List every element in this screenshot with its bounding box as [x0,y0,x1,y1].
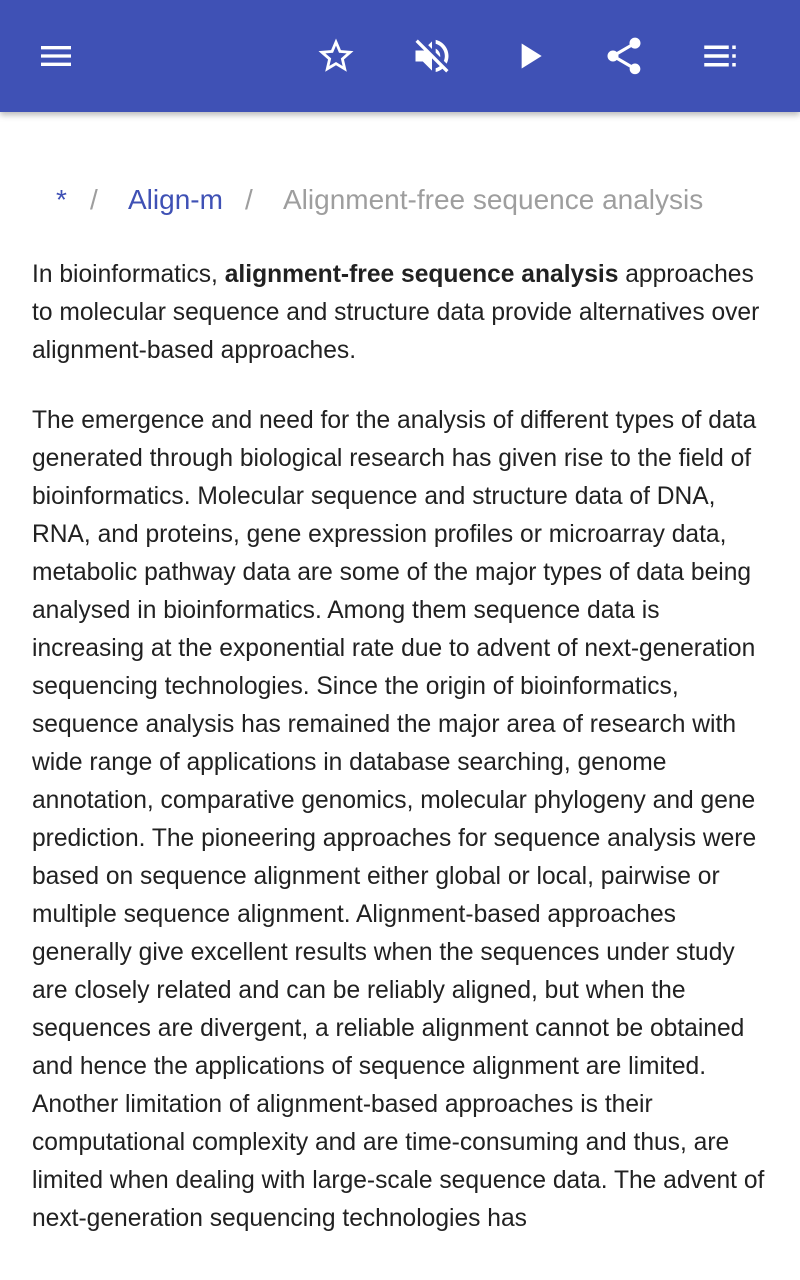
intro-prefix: In bioinformatics, [32,261,225,288]
play-button[interactable] [494,20,566,92]
playlist-button[interactable] [684,20,756,92]
breadcrumb-parent-link[interactable]: Align-m [128,184,223,215]
share-icon [602,34,646,78]
playlist-icon [699,35,741,77]
article-subject: alignment-free sequence analysis [224,261,619,288]
intro-suffix: approaches to molecular sequence and structure data provide alternatives over alignment-based approaches. [32,261,760,364]
menu-icon [36,36,76,76]
body-paragraph: The emergence and need for the analysis of different types of data generated through biological research has given rise to the field of bioinformatics. Molecular sequence and structure data of DNA, RNA, and proteins, gene expression profiles or microarray data, metabolic pathway data are some of the major types of data being analysed in bioinformatics. Among them sequence data is increasing at the exponential rate due to advent of next-generation sequencing technologies. Since the origin of bioinformatics, sequence analysis has remained the major area of research with wide range of applications in database searching, genome annotation, comparative genomics, molecular phylogeny and gene prediction. The pioneering approaches for sequence analysis were based on sequence alignment either global or local, pairwise or multiple sequence alignment. Alignment-based approaches generally give excellent results when the sequences under study are closely related and can be reliably aligned, but when the sequences are divergent, a reliable alignment cannot be obtained and hence the applications of sequence alignment are limited. Another limitation of alignment-based approaches is their computational complexity and are time-consuming and thus, are limited when dealing with large-scale sequence data. The advent of next-generation sequencing technologies has [32,407,765,1232]
breadcrumb-separator: / [90,184,98,215]
star-outline-icon [315,35,357,77]
intro-paragraph [32,256,772,370]
share-button[interactable] [588,20,660,92]
volume-off-icon [410,34,454,78]
breadcrumb [0,178,800,222]
mute-button[interactable] [396,20,468,92]
breadcrumb-current-page: Alignment-free sequence analysis [283,184,704,215]
breadcrumb-separator: / [245,184,253,215]
app-toolbar [0,0,800,112]
bookmark-button[interactable] [300,20,372,92]
play-icon [510,36,550,76]
breadcrumb-root-link[interactable]: * [56,184,67,215]
menu-button[interactable] [20,20,92,92]
article-body [32,256,772,1270]
